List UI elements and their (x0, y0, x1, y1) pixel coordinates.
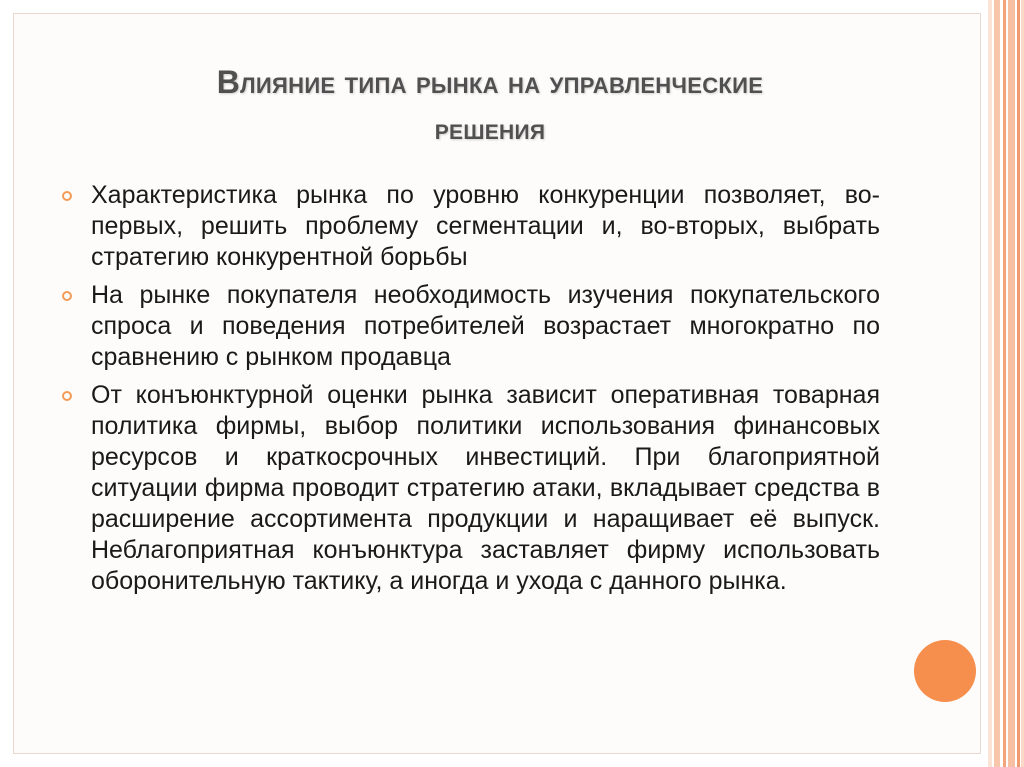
list-item (58, 380, 880, 597)
ring-bullet-icon (62, 291, 72, 301)
decor-circle (914, 640, 976, 702)
decor-stripe (994, 0, 1000, 767)
decor-stripe (1017, 0, 1020, 767)
slide-title (60, 58, 920, 154)
list-item (58, 180, 880, 273)
decor-stripe (988, 0, 992, 767)
ring-bullet-icon (62, 191, 72, 201)
slide-title-line2: решения (434, 113, 546, 146)
slide-title-line1: Влияние типа рынка на управленческие (216, 64, 764, 100)
ring-bullet-icon (62, 391, 72, 401)
bullet-list (58, 180, 880, 604)
bullet-text: Характеристика рынка по уровню конкуренции позволяет, во-первых, решить проблему сегментации и, во-вторых, выбрать стратегию конкурентной борьбы (91, 181, 880, 271)
bullet-text: На рынке покупателя необходимость изучения покупательского спроса и поведения потребителей возрастает многократно по сравнению с рынком продавца (91, 281, 880, 371)
decor-stripe (1003, 0, 1006, 767)
bullet-text: От конъюнктурной оценки рынка зависит оперативная товарная политика фирмы, выбор политики использования финансовых ресурсов и краткосрочных инвестиций. При благоприятной ситуации фирма проводит стратегию атаки, вкладывает средства в расширение ассортимента продукции и наращивает её выпуск. Неблагоприятная конъюнктура заставляет фирму использовать оборонительную тактику, а иногда и ухода с данного рынка. (91, 381, 880, 595)
list-item (58, 280, 880, 373)
decor-stripe (1008, 0, 1015, 767)
